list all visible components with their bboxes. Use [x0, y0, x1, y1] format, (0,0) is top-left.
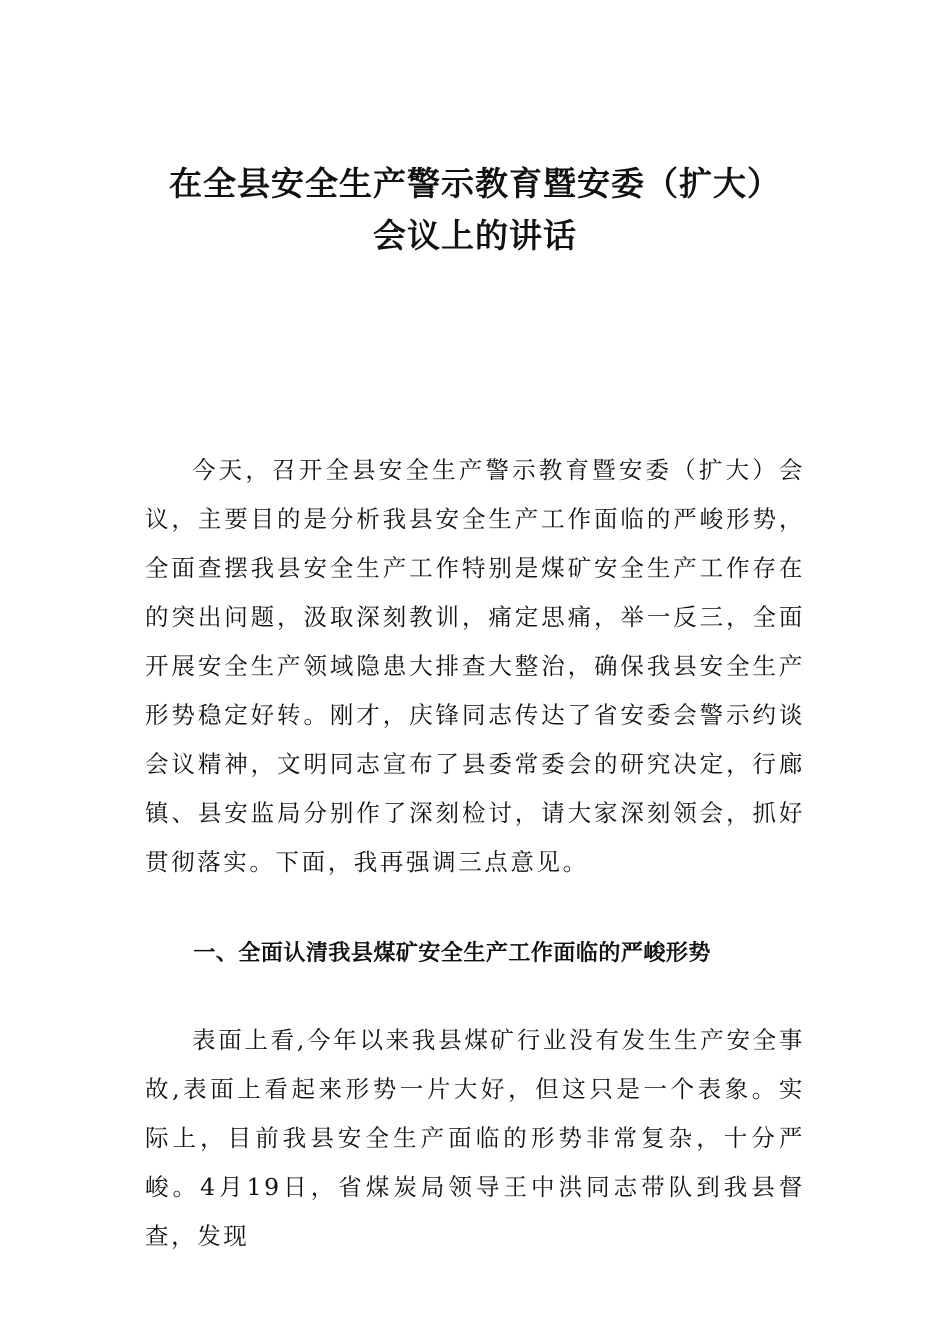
document-title: [120, 158, 830, 262]
title-line-2: 会议上的讲话: [373, 216, 577, 255]
intro-paragraph: 今天，召开全县安全生产警示教育暨安委（扩大）会议，主要目的是分析我县安全生产工作面临的严峻形势，全面查摆我县安全生产工作特别是煤矿安全生产工作存在的突出问题，汲取深刻教训，痛定思痛，举一反三，全面开展安全生产领域隐患大排查大整治，确保我县安全生产形势稳定好转。刚才，庆锋同志传达了省安委会警示约谈会议精神，文明同志宣布了县委常委会的研究决定，行廊镇、县安监局分别作了深刻检讨，请大家深刻领会，抓好贯彻落实。下面，我再强调三点意见。: [145, 456, 805, 876]
title-line-1: 在全县安全生产警示教育暨安委（扩大）: [169, 164, 781, 203]
section-1-paragraph: 表面上看,今年以来我县煤矿行业没有发生生产安全事故,表面上看起来形势一片大好，但这只是一个表象。实际上，目前我县安全生产面临的形势非常复杂，十分严峻。4月19日，省煤炭局领导王中洪同志带队到我县督查，发现: [145, 1026, 805, 1250]
section-1-heading: 一、全面认清我县煤矿安全生产工作面临的严峻形势: [193, 941, 711, 966]
